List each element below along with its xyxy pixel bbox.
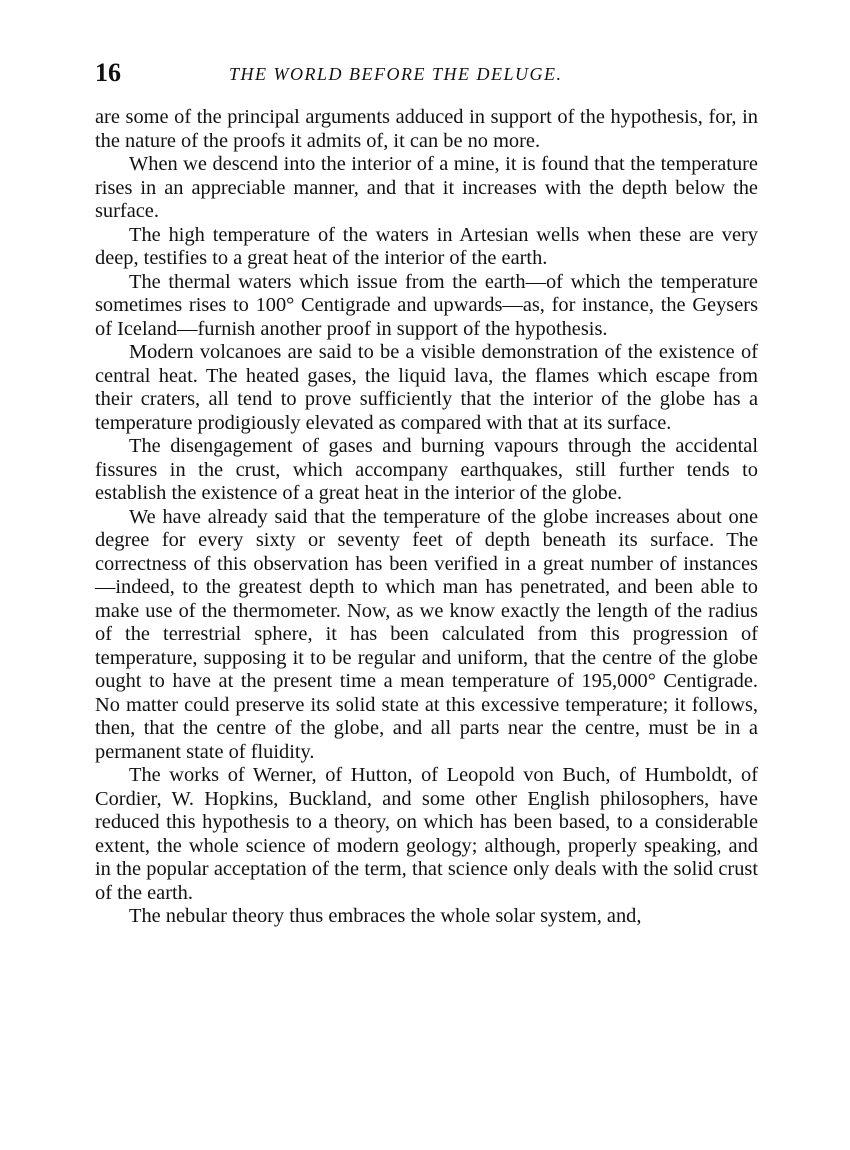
page-number: 16 — [95, 58, 121, 87]
paragraph: are some of the principal arguments adduced in support of the hypothesis, for, in the nature of the proofs it admits of, it can be no more. — [95, 106, 758, 152]
paragraph: The thermal waters which issue from the earth—of which the temperature sometimes rises to 100° Centigrade and upwards—as, for instance, the Geysers of Iceland—furnish another proof in support of the hypothesis. — [95, 270, 758, 340]
paragraph: The high temperature of the waters in Artesian wells when these are very deep, testifies to a great heat of the interior of the earth. — [95, 223, 758, 269]
running-title: THE WORLD BEFORE THE DELUGE. — [229, 64, 563, 84]
book-page — [95, 58, 758, 929]
paragraph: The nebular theory thus embraces the whole solar system, and, — [129, 905, 642, 927]
paragraph: The disengagement of gases and burning vapours through the accidental fissures in the crust, which accompany earthquakes, still further tends to establish the existence of a great heat in the interior of the globe. — [95, 435, 758, 504]
paragraph: We have already said that the temperature of the globe increases about one degree for every sixty or seventy feet of depth beneath its surface. The correctness of this observation has been verified in a great number of instances—indeed, to the greatest depth to which man has penetrated, and been able to make use of the thermometer. Now, as we know exactly the length of the radius of the terrestrial sphere, it has been calculated from this progression of temperature, supposing it to be regular and uniform, that the centre of the globe ought to have at the present time a mean temperature of 195,000° Centigrade. No matter could preserve its solid state at this excessive temperature; it follows, then, that the centre of the globe, and all parts near the centre, must be in a permanent state of fluidity. — [95, 505, 758, 763]
paragraph: Modern volcanoes are said to be a visible demonstration of the existence of central heat. The heated gases, the liquid lava, the flames which escape from their craters, all tend to prove sufficiently that the interior of the globe has a temperature prodigiously elevated as compared with that at its surface. — [95, 341, 758, 434]
paragraph: The works of Werner, of Hutton, of Leopold von Buch, of Humboldt, of Cordier, W. Hopkins, Buckland, and some other English philosophers, have reduced this hypothesis to a theory, on which has been based, to a considerable extent, the whole science of modern geology; although, properly speaking, and in the popular acceptation of the term, that science only deals with the solid crust of the earth. — [95, 764, 758, 904]
running-head — [95, 58, 758, 98]
paragraph: When we descend into the interior of a mine, it is found that the temperature rises in an appreciable manner, and that it increases with the depth below the surface. — [95, 153, 758, 222]
body-text — [95, 106, 758, 929]
